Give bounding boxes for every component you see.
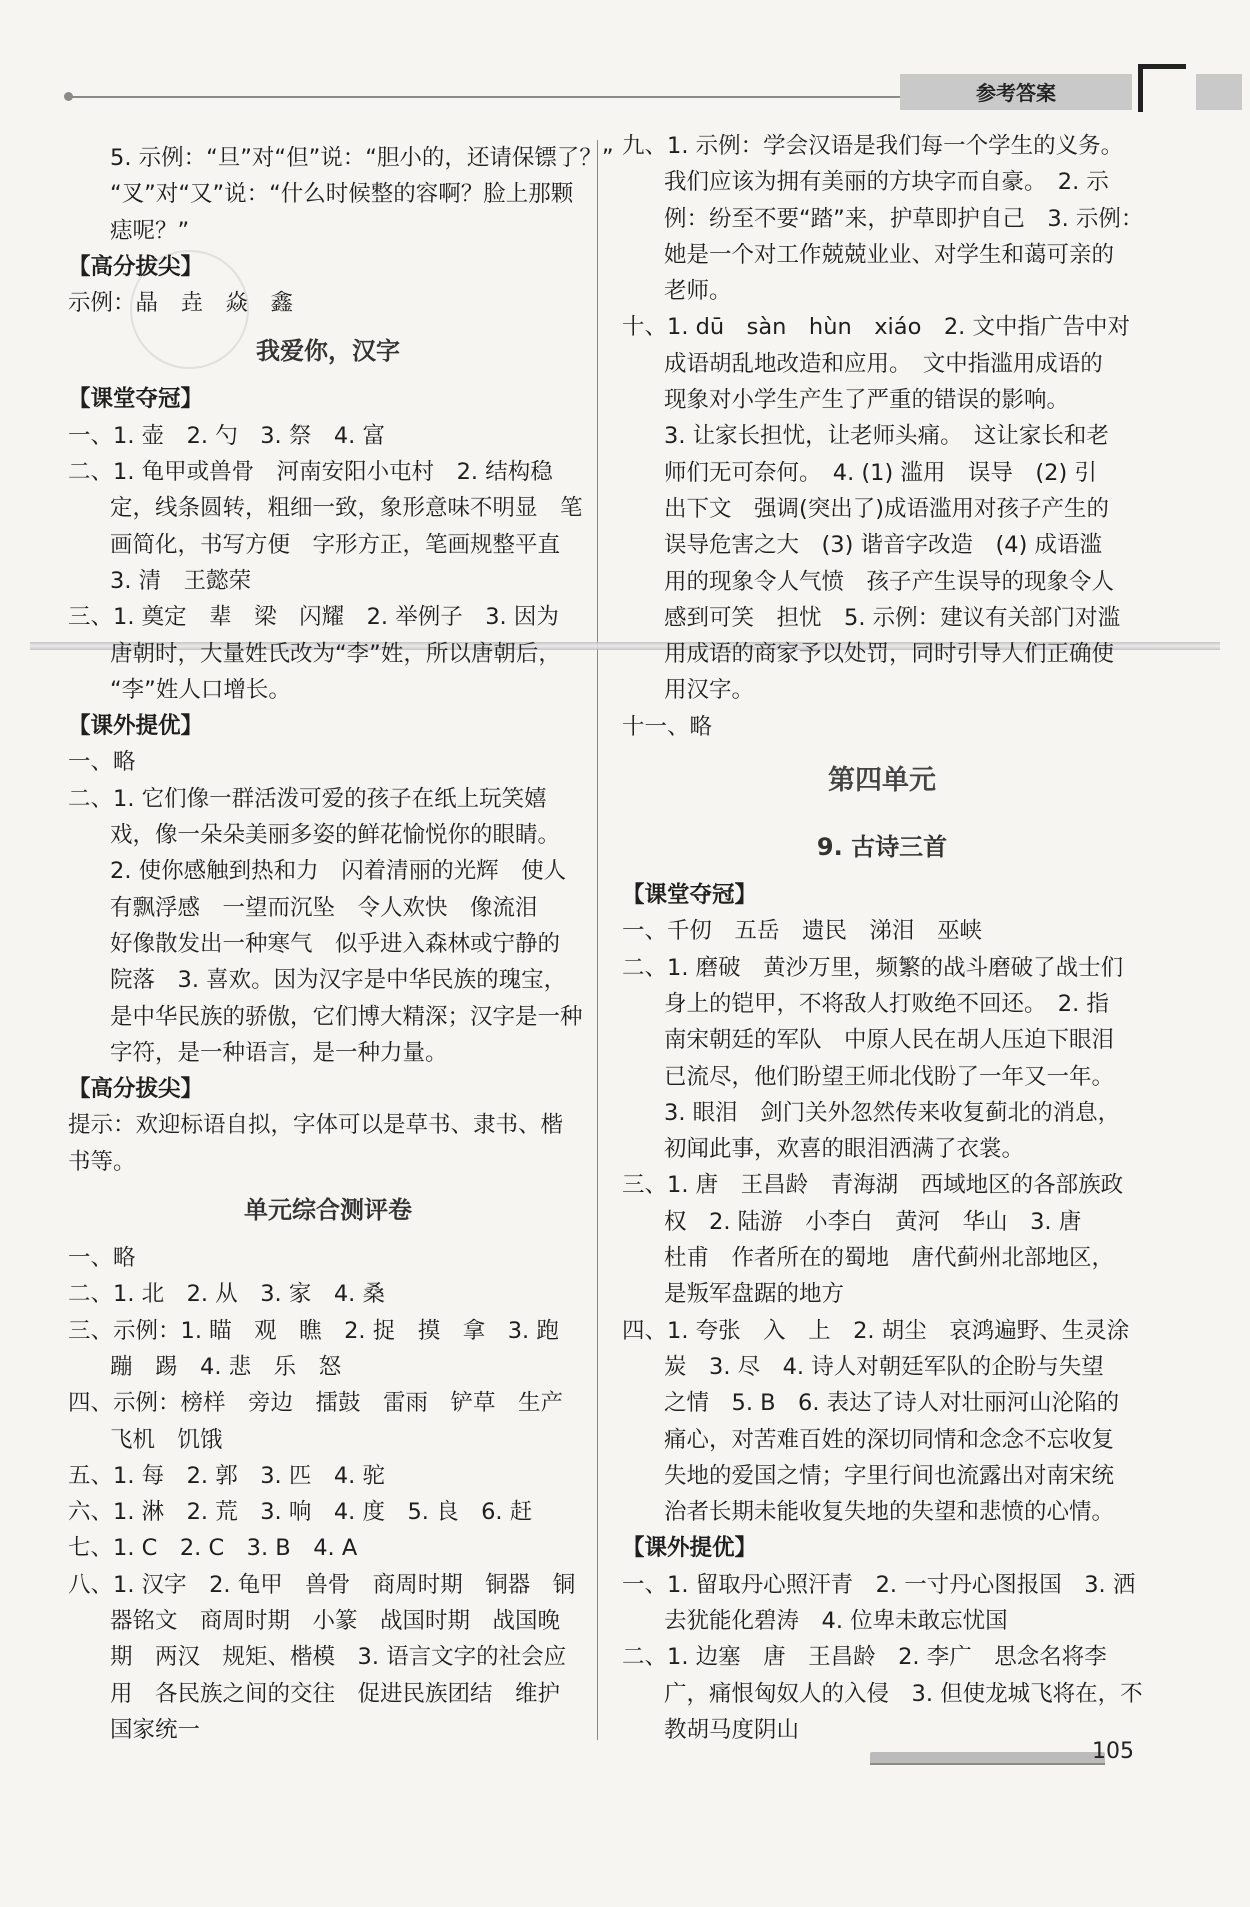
answer-line: 一、略 — [68, 1245, 136, 1272]
answer-line: 5. 示例：“旦”对“但”说：“胆小的，还请保镖了？” — [110, 145, 614, 171]
answer-line: 教胡马度阴山 — [664, 1716, 800, 1743]
subsection-label: 【课堂夺冠】 — [622, 882, 758, 909]
answer-line: 2. 使你感触到热和力 闪着清丽的光辉 使人 — [110, 858, 567, 885]
subsection-label: 【课堂夺冠】 — [68, 386, 204, 413]
answer-line: “李”姓人口增长。 — [110, 676, 291, 703]
answer-line: 九、1. 示例：学会汉语是我们每一个学生的义务。 — [622, 133, 1124, 159]
answer-line: 出下文 强调(突出了)成语滥用对孩子产生的 — [664, 495, 1110, 522]
answer-line: 用的现象令人气愤 孩子产生误导的现象令人 — [664, 568, 1115, 595]
answer-line: 期 两汉 规矩、楷模 3. 语言文字的社会应 — [110, 1644, 567, 1671]
answer-line: 二、1. 北 2. 从 3. 家 4. 桑 — [68, 1281, 385, 1308]
answer-line: 三、1. 唐 王昌龄 青海湖 西域地区的各部族政 — [622, 1172, 1124, 1199]
header-corner-icon — [1138, 64, 1186, 112]
answer-line: 一、千仞 五岳 遗民 涕泪 巫峡 — [622, 918, 983, 945]
answer-line: 三、1. 奠定 辈 梁 闪耀 2. 举例子 3. 因为 — [68, 604, 559, 631]
answer-line: 有飘浮感 一望而沉坠 令人欢快 像流泪 — [110, 894, 538, 921]
answer-line: 去犹能化碧涛 4. 位卑未敢忘忧国 — [664, 1607, 1008, 1634]
column-divider — [597, 140, 598, 1740]
answer-line: 炭 3. 尽 4. 诗人对朝廷军队的企盼与失望 — [664, 1353, 1104, 1380]
answer-line: 她是一个对工作兢兢业业、对学生和蔼可亲的 — [664, 241, 1115, 268]
answer-line: 四、示例：榜样 旁边 擂鼓 雷雨 铲草 生产 — [68, 1390, 564, 1417]
answer-line: 3. 让家长担忧，让老师头痛。 这让家长和老 — [664, 423, 1109, 450]
answer-line: 蹦 踢 4. 悲 乐 怒 — [110, 1353, 342, 1380]
answer-line: 初闻此事，欢喜的眼泪洒满了衣裳。 — [664, 1136, 1025, 1163]
right-column — [622, 128, 1142, 1748]
answer-line: 一、略 — [68, 749, 136, 776]
answer-line: 五、1. 每 2. 郭 3. 匹 4. 驼 — [68, 1462, 385, 1489]
answer-line: 画简化，书写方便 字形方正，笔画规整平直 — [110, 531, 561, 558]
answer-line: 用成语的商家予以处罚，同时引导人们正确使 — [664, 641, 1115, 668]
answer-line: 示例：晶 垚 焱 鑫 — [68, 290, 294, 317]
answer-line: 3. 眼泪 剑门关外忽然传来收复蓟北的消息， — [664, 1099, 1121, 1126]
footer-rule — [870, 1763, 1105, 1765]
answer-line: 3. 清 王懿荣 — [110, 567, 252, 594]
answer-line: 南宋朝廷的军队 中原人民在胡人压迫下眼泪 — [664, 1027, 1115, 1054]
section-heading: 9. 古诗三首 — [816, 833, 948, 862]
answer-line: 七、1. C 2. C 3. B 4. A — [68, 1535, 358, 1562]
answer-line: 一、1. 壶 2. 勺 3. 祭 4. 富 — [68, 422, 385, 449]
answer-line: 好像散发出一种寒气 似乎进入森林或宁静的 — [110, 930, 561, 957]
answer-line: 飞机 饥饿 — [110, 1426, 223, 1453]
answer-line: 戏，像一朵朵美丽多姿的鲜花愉悦你的眼睛。 — [110, 822, 561, 849]
section-heading: 第四单元 — [828, 765, 936, 797]
answer-line: 成语胡乱地改造和应用。 文中指滥用成语的 — [664, 350, 1103, 377]
subsection-label: 【高分拔尖】 — [68, 1076, 204, 1103]
answer-line: 院落 3. 喜欢。因为汉字是中华民族的瑰宝， — [110, 967, 567, 994]
header-tab-end — [1196, 74, 1242, 110]
answer-line: 感到可笑 担忧 5. 示例：建议有关部门对滥 — [664, 604, 1121, 631]
answer-line: 提示：欢迎标语自拟，字体可以是草书、隶书、楷 — [68, 1112, 564, 1139]
answer-line: 老师。 — [664, 278, 732, 305]
answer-line: 已流尽，他们盼望王师北伐盼了一年又一年。 — [664, 1063, 1115, 1090]
answer-line: 二、1. 磨破 黄沙万里，频繁的战斗磨破了战士们 — [622, 954, 1124, 981]
answer-line: 三、示例：1. 瞄 观 瞧 2. 捉 摸 拿 3. 跑 — [68, 1317, 559, 1344]
answer-line: 误导危害之大 (3) 谐音字改造 (4) 成语滥 — [664, 532, 1103, 559]
answer-line: “叉”对“又”说：“什么时候整的容啊？脸上那颗 — [110, 181, 574, 208]
answer-line: 四、1. 夸张 入 上 2. 胡尘 哀鸿遍野、生灵涂 — [622, 1317, 1130, 1344]
answer-line: 治者长期未能收复失地的失望和悲愤的心情。 — [664, 1499, 1115, 1526]
answer-line: 是中华民族的骄傲，它们博大精深；汉字是一种 — [110, 1003, 583, 1030]
answer-line: 唐朝时，大量姓氏改为“李”姓，所以唐朝后， — [110, 640, 561, 667]
answer-line: 师们无可奈何。 4. (1) 滥用 误导 (2) 引 — [664, 459, 1097, 486]
answer-line: 现象对小学生产生了严重的错误的影响。 — [664, 387, 1070, 414]
answer-line: 定，线条圆转，粗细一致，象形意味不明显 笔 — [110, 495, 583, 522]
answer-line: 二、1. 龟甲或兽骨 河南安阳小屯村 2. 结构稳 — [68, 459, 553, 486]
answer-line: 痣呢？” — [110, 217, 190, 244]
header-label: 参考答案 — [976, 81, 1056, 105]
answer-line: 权 2. 陆游 小李白 黄河 华山 3. 唐 — [664, 1208, 1082, 1235]
subsection-label: 【高分拔尖】 — [68, 253, 204, 280]
subsection-label: 【课外提优】 — [68, 713, 204, 740]
answer-line: 一、1. 留取丹心照汗青 2. 一寸丹心图报国 3. 洒 — [622, 1571, 1136, 1598]
answer-line: 是叛军盘踞的地方 — [664, 1281, 845, 1308]
section-heading: 单元综合测评卷 — [244, 1196, 412, 1225]
answer-line: 我们应该为拥有美丽的方块字而自豪。 2. 示 — [664, 169, 1109, 196]
answer-line: 杜甫 作者所在的蜀地 唐代蓟州北部地区， — [664, 1245, 1115, 1272]
header-rule — [70, 96, 900, 98]
answer-line: 二、1. 边塞 唐 王昌龄 2. 李广 思念名将李 — [622, 1644, 1107, 1671]
answer-line: 六、1. 淋 2. 荒 3. 响 4. 度 5. 良 6. 赶 — [68, 1499, 533, 1526]
section-heading: 我爱你，汉字 — [256, 337, 400, 366]
answer-line: 之情 5. B 6. 表达了诗人对壮丽河山沦陷的 — [664, 1390, 1120, 1417]
answer-line: 器铭文 商周时期 小篆 战国时期 战国晚 — [110, 1607, 561, 1634]
answer-line: 十一、略 — [622, 713, 713, 740]
answer-line: 用 各民族之间的交往 促进民族团结 维护 — [110, 1680, 561, 1707]
answer-line: 八、1. 汉字 2. 龟甲 兽骨 商周时期 铜器 铜 — [68, 1571, 576, 1598]
answer-line: 字符，是一种语言，是一种力量。 — [110, 1039, 448, 1066]
answer-line: 用汉字。 — [664, 677, 755, 704]
answer-line: 二、1. 它们像一群活泼可爱的孩子在纸上玩笑嬉 — [68, 785, 547, 812]
answer-line: 例：纷至不要“踏”来，护草即护自己 3. 示例： — [664, 205, 1144, 232]
answer-line: 十、1. dū sàn hùn xiáo 2. 文中指广告中对 — [622, 314, 1130, 341]
answer-line: 痛心，对苦难百姓的深切同情和念念不忘收复 — [664, 1426, 1115, 1453]
answer-line: 书等。 — [68, 1148, 136, 1175]
page-number: 105 — [1092, 1739, 1134, 1764]
subsection-label: 【课外提优】 — [622, 1535, 758, 1562]
left-column — [68, 140, 614, 1748]
answer-line: 国家统一 — [110, 1716, 201, 1743]
answer-line: 广，痛恨匈奴人的入侵 3. 但使龙城飞将在，不 — [664, 1680, 1143, 1707]
answer-line: 失地的爱国之情；字里行间也流露出对南宋统 — [664, 1462, 1115, 1489]
answer-line: 身上的铠甲，不将敌人打败绝不回还。 2. 指 — [664, 990, 1109, 1017]
